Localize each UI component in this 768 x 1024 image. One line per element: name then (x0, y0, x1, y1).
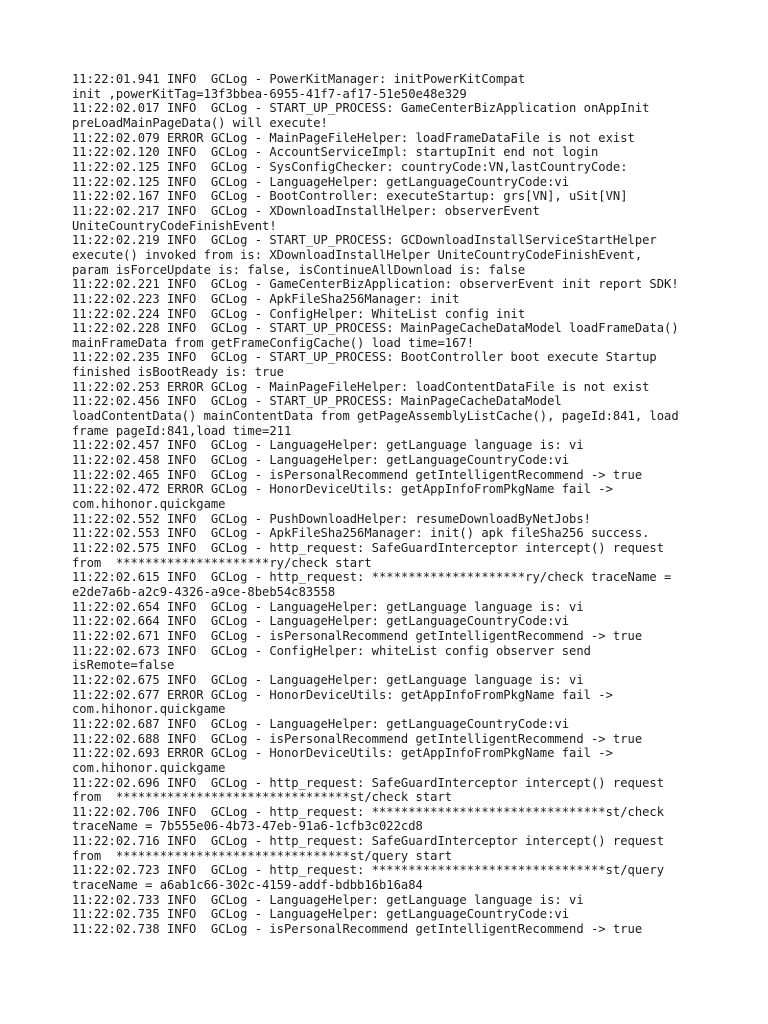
log-line: 11:22:02.733 INFO GCLog - LanguageHelper: getLanguage language is: vi (72, 892, 584, 907)
log-line: loadContentData() mainContentData from getPageAssemblyListCache(), pageId:841, load (72, 409, 679, 424)
log-line: e2de7a6b-a2c9-4326-a9ce-8beb54c83558 (72, 584, 336, 599)
log-line: UniteCountryCodeFinishEvent! (72, 218, 277, 233)
log-line: 11:22:02.125 INFO GCLog - LanguageHelper: getLanguageCountryCode:vi (72, 174, 570, 189)
log-line: 11:22:02.167 INFO GCLog - BootController: executeStartup: grs[VN], uSit[VN] (72, 189, 628, 204)
log-line: 11:22:02.671 INFO GCLog - isPersonalRecommend getIntelligentRecommend -> true (72, 628, 643, 643)
log-line: 11:22:02.716 INFO GCLog - http_request: SafeGuardInterceptor intercept() request (72, 834, 665, 849)
log-line: init ,powerKitTag=13f3bbea-6955-41f7-af17-51e50e48e329 (72, 86, 467, 101)
log-line: 11:22:02.219 INFO GCLog - START_UP_PROCESS: GCDownloadInstallServiceStartHelper (72, 233, 657, 248)
log-line: 11:22:02.687 INFO GCLog - LanguageHelper: getLanguageCountryCode:vi (72, 716, 570, 731)
log-line: 11:22:02.465 INFO GCLog - isPersonalRecommend getIntelligentRecommend -> true (72, 467, 643, 482)
log-line: 11:22:02.675 INFO GCLog - LanguageHelper: getLanguage language is: vi (72, 672, 584, 687)
log-line: from *********************ry/check start (72, 555, 372, 570)
log-line: com.hihonor.quickgame (72, 497, 226, 512)
log-line: 11:22:02.738 INFO GCLog - isPersonalRecommend getIntelligentRecommend -> true (72, 922, 643, 937)
log-line: 11:22:02.654 INFO GCLog - LanguageHelper: getLanguage language is: vi (72, 599, 584, 614)
log-line: isRemote=false (72, 658, 175, 673)
log-line: 11:22:02.575 INFO GCLog - http_request: SafeGuardInterceptor intercept() request (72, 541, 665, 555)
log-line: 11:22:01.941 INFO GCLog - PowerKitManager: initPowerKitCompat (72, 72, 526, 86)
log-line: traceName = 7b555e06-4b73-47eb-91a6-1cfb3c022cd8 (72, 819, 423, 834)
log-line: finished isBootReady is: true (72, 365, 284, 380)
log-line: 11:22:02.553 INFO GCLog - ApkFileSha256Manager: init() apk fileSha256 success. (72, 526, 650, 541)
log-line: 11:22:02.458 INFO GCLog - LanguageHelper: getLanguageCountryCode:vi (72, 453, 570, 468)
log-line: 11:22:02.456 INFO GCLog - START_UP_PROCESS: MainPageCacheDataModel (72, 394, 562, 409)
log-line: 11:22:02.120 INFO GCLog - AccountServiceImpl: startupInit end not login (72, 145, 599, 160)
log-line: 11:22:02.223 INFO GCLog - ApkFileSha256Manager: init (72, 291, 460, 306)
log-line: 11:22:02.224 INFO GCLog - ConfigHelper: WhiteList config init (72, 306, 526, 321)
log-line: 11:22:02.125 INFO GCLog - SysConfigChecker: countryCode:VN,lastCountryCode: (72, 159, 628, 174)
log-line: 11:22:02.221 INFO GCLog - GameCenterBizApplication: observerEvent init report SDK! (72, 277, 679, 292)
log-line: 11:22:02.552 INFO GCLog - PushDownloadHelper: resumeDownloadByNetJobs! (72, 511, 591, 526)
log-line: 11:22:02.696 INFO GCLog - http_request: SafeGuardInterceptor intercept() request (72, 775, 665, 790)
log-line: 11:22:02.017 INFO GCLog - START_UP_PROCESS: GameCenterBizApplication onAppInit (72, 101, 650, 116)
log-line: from ********************************st/check start (72, 790, 453, 805)
log-line: from ********************************st/query start (72, 848, 453, 863)
log-line: 11:22:02.472 ERROR GCLog - HonorDeviceUtils: getAppInfoFromPkgName fail -> (72, 482, 613, 497)
log-line: 11:22:02.664 INFO GCLog - LanguageHelper: getLanguageCountryCode:vi (72, 614, 570, 629)
log-line: preLoadMainPageData() will execute! (72, 115, 328, 130)
log-line: frame pageId:841,load time=211 (72, 423, 292, 438)
log-line: 11:22:02.723 INFO GCLog - http_request: ********************************st/query (72, 863, 665, 878)
log-line: 11:22:02.228 INFO GCLog - START_UP_PROCESS: MainPageCacheDataModel loadFrameData() (72, 321, 679, 336)
log-line: 11:22:02.706 INFO GCLog - http_request: ********************************st/check (72, 804, 665, 819)
log-line: com.hihonor.quickgame (72, 760, 226, 775)
log-line: 11:22:02.735 INFO GCLog - LanguageHelper: getLanguageCountryCode:vi (72, 907, 570, 922)
log-line: 11:22:02.673 INFO GCLog - ConfigHelper: whiteList config observer send (72, 643, 591, 658)
log-line: param isForceUpdate is: false, isContinueAllDownload is: false (72, 262, 526, 277)
log-line: mainFrameData from getFrameConfigCache() load time=167! (72, 335, 475, 350)
log-line: com.hihonor.quickgame (72, 702, 226, 717)
log-line: 11:22:02.217 INFO GCLog - XDownloadInstallHelper: observerEvent (72, 203, 540, 218)
log-line: traceName = a6ab1c66-302c-4159-addf-bdbb16b16a84 (72, 878, 423, 893)
log-document (72, 72, 712, 937)
log-line: 11:22:02.457 INFO GCLog - LanguageHelper: getLanguage language is: vi (72, 438, 584, 453)
log-line: 11:22:02.079 ERROR GCLog - MainPageFileHelper: loadFrameDataFile is not exist (72, 130, 635, 145)
log-line: 11:22:02.235 INFO GCLog - START_UP_PROCESS: BootController boot execute Startup (72, 350, 657, 365)
log-line: 11:22:02.253 ERROR GCLog - MainPageFileHelper: loadContentDataFile is not exist (72, 379, 650, 394)
log-line: execute() invoked from is: XDownloadInstallHelper UniteCountryCodeFinishEvent, (72, 247, 643, 262)
log-line: 11:22:02.677 ERROR GCLog - HonorDeviceUtils: getAppInfoFromPkgName fail -> (72, 687, 613, 702)
log-line: 11:22:02.688 INFO GCLog - isPersonalRecommend getIntelligentRecommend -> true (72, 731, 643, 746)
log-line: 11:22:02.615 INFO GCLog - http_request: *********************ry/check traceName = (72, 570, 672, 585)
log-line: 11:22:02.693 ERROR GCLog - HonorDeviceUtils: getAppInfoFromPkgName fail -> (72, 746, 613, 761)
